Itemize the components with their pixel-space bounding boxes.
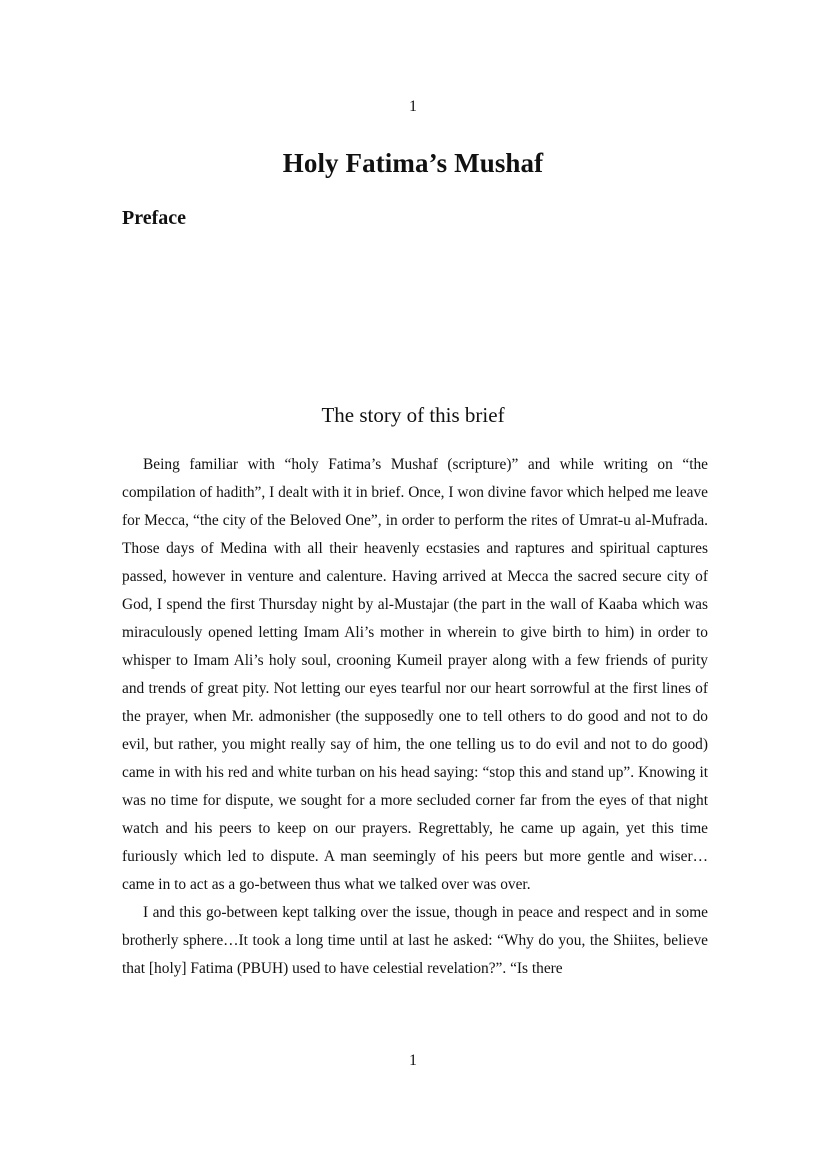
body-text xyxy=(122,451,708,983)
section-heading: The story of this brief xyxy=(321,403,505,427)
paragraph: Being familiar with “holy Fatima’s Mushaf (scripture)” and while writing on “the compilation of hadith”, I dealt with it in brief. Once, I won divine favor which helped me leave for Mecca, “the city of the Beloved One”, in order to perform the rites of Umrat-u al-Mufrada. Those days of Medina with all their heavenly ecstasies and raptures and spiritual captures passed, however in venture and calenture. Having arrived at Mecca the sacred secure city of God, I spend the first Thursday night by al-Mustajar (the part in the wall of Kaaba which was miraculously opened letting Imam Ali’s mother in wherein to give birth to him) in order to whisper to Imam Ali’s holy soul, crooning Kumeil prayer along with a few friends of purity and trends of great pity. Not letting our eyes tearful nor our heart sorrowful at the first lines of the prayer, when Mr. admonisher (the supposedly one to tell others to do good and not to do evil, but rather, you might really say of him, the one telling us to do evil and not to do good) came in with his red and white turban on his head saying: “stop this and stand up”. Knowing it was no time for dispute, we sought for a more secluded corner far from the eyes of that night watch and his peers to keep on our prayers. Regrettably, he came up again, yet this time furiously which led to dispute. A man seemingly of his peers but more gentle and wiser… came in to act as a go-between thus what we talked over was over. xyxy=(122,456,708,893)
paragraph: I and this go-between kept talking over the issue, though in peace and respect and in some brotherly sphere…It took a long time until at last he asked: “Why do you, the Shiites, believe that [holy] Fatima (PBUH) used to have celestial revelation?”. “Is there xyxy=(122,904,708,977)
document-title: Holy Fatima’s Mushaf xyxy=(282,148,544,178)
preface-heading: Preface xyxy=(122,207,187,229)
page-number-top: 1 xyxy=(409,98,417,115)
page-number-bottom: 1 xyxy=(409,1052,417,1069)
